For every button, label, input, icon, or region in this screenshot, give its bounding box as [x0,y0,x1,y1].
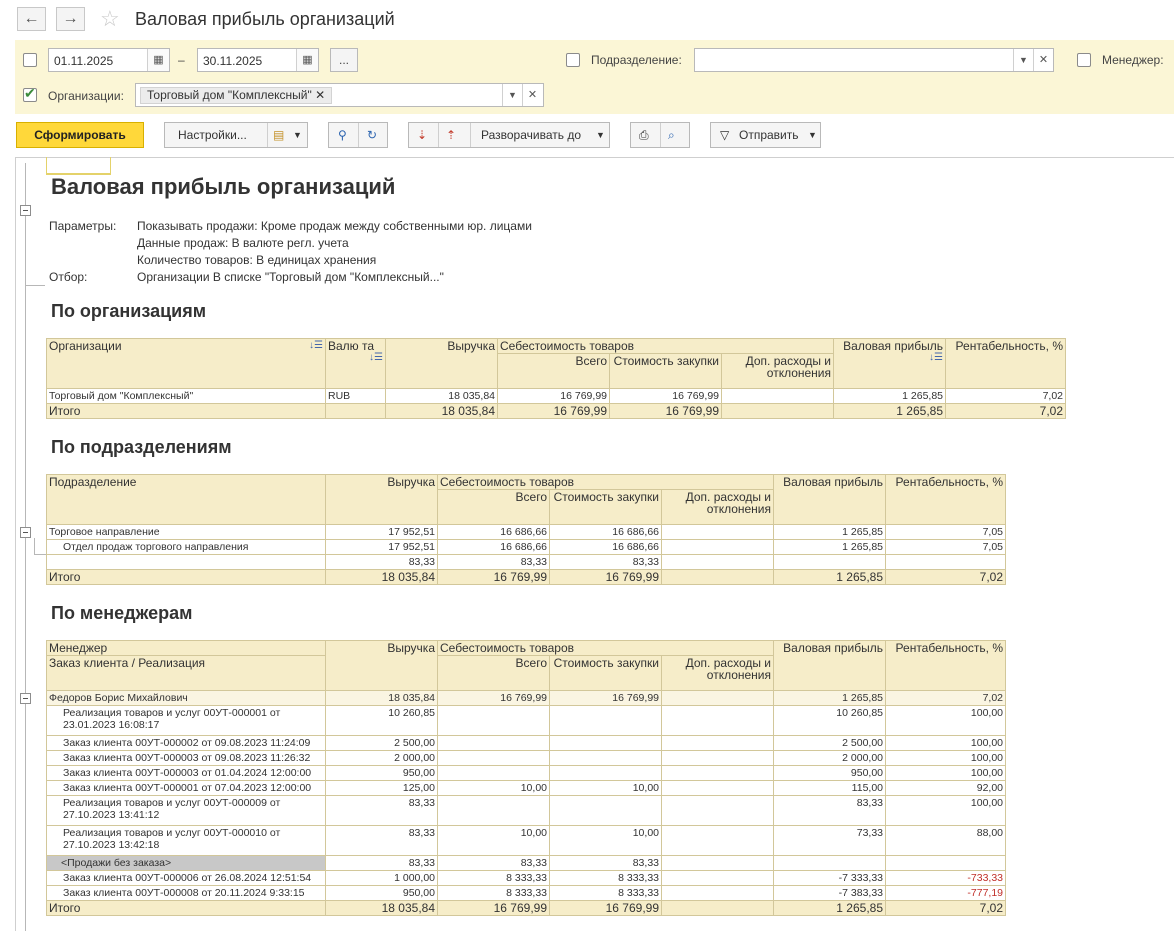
col-header-purchase: Стоимость закупки [550,656,662,691]
table-cell[interactable] [662,796,774,826]
table-cell[interactable] [662,766,774,781]
table-cell[interactable]: 1 000,00 [326,871,438,886]
table-cell[interactable] [550,796,662,826]
table-cell[interactable]: 1 265,85 [834,404,946,419]
table-cell[interactable]: 7,02 [946,404,1066,419]
table-cell[interactable]: 18 035,84 [386,389,498,404]
table-cell[interactable] [662,706,774,736]
table-cell[interactable]: 73,33 [774,826,886,856]
table-cell[interactable]: -733,33 [886,871,1006,886]
table-cell[interactable]: 100,00 [886,706,1006,736]
table-cell[interactable]: 7,05 [886,540,1006,555]
table-cell[interactable]: 16 686,66 [550,525,662,540]
col-header-organization[interactable]: Организации ↓☰ [47,339,326,389]
cell-cursor [46,157,111,175]
table-cell[interactable]: 16 769,99 [610,389,722,404]
table-cell[interactable]: 16 686,66 [550,540,662,555]
col-header-manager: Менеджер [47,641,326,656]
clear-icon[interactable]: ✕ [1033,49,1053,71]
table-cell[interactable]: 83,33 [326,856,438,871]
table-cell[interactable]: Реализация товаров и услуг 00УТ-000001 от 23.01.2023 16:08:17 [47,706,326,736]
table-cell[interactable]: 1 265,85 [774,540,886,555]
table-cell[interactable] [662,525,774,540]
table-row[interactable] [47,886,1006,901]
table-cell[interactable]: <Продажи без заказа> [47,856,326,871]
date-from-field[interactable]: 01.11.2025 ▦ [48,48,170,72]
print-preview-icon[interactable]: ⌕ [668,128,675,142]
table-cell[interactable] [662,570,774,585]
table-row[interactable] [47,856,1006,871]
expand-to-button[interactable]: Разворачивать до [481,128,582,142]
calendar-icon[interactable]: ▦ [147,49,169,71]
table-cell[interactable]: 18 035,84 [386,404,498,419]
sort-expand-icon[interactable]: ⇣ [417,128,428,142]
table-cell[interactable]: 8 333,33 [438,886,550,901]
col-header-profitability: Рентабельность, % [886,475,1006,525]
table-cell[interactable]: Торговый дом "Комплексный" [47,389,326,404]
table-cell[interactable]: 16 769,99 [438,570,550,585]
arrow-left-icon: ← [23,10,40,27]
table-cell[interactable]: 17 952,51 [326,540,438,555]
table-row[interactable] [47,555,1006,570]
manager-checkbox[interactable] [1077,53,1091,67]
table-cell[interactable] [774,856,886,871]
col-header-cost: Себестоимость товаров [498,339,834,354]
table-cell[interactable]: 17 952,51 [326,525,438,540]
table-cell[interactable]: 16 769,99 [550,691,662,706]
table-cell[interactable]: 100,00 [886,766,1006,781]
table-row[interactable] [47,540,1006,555]
filter-label: Отбор: [49,270,88,284]
manager-label: Менеджер: [1102,53,1164,67]
search-group [328,122,388,148]
table-cell[interactable]: Заказ клиента 00УТ-000003 от 09.08.2023 11:26:32 [47,751,326,766]
table-cell[interactable]: 8 333,33 [550,871,662,886]
totals-row [47,901,1006,916]
chevron-down-icon[interactable]: ▼ [502,84,522,106]
title-bar [0,0,1174,40]
table-cell[interactable]: Федоров Борис Михайлович [47,691,326,706]
table-cell[interactable]: Итого [47,901,326,916]
organizations-label: Организации: [48,89,124,103]
table-row[interactable] [47,796,1006,826]
table-cell[interactable] [550,766,662,781]
organizations-checkbox[interactable] [23,88,37,102]
col-header-profitability: Рентабельность, % [886,641,1006,691]
table-cell[interactable]: Реализация товаров и услуг 00УТ-000009 от 27.10.2023 13:41:12 [47,796,326,826]
table-cell[interactable] [550,736,662,751]
table-cell[interactable] [662,555,774,570]
table-cell[interactable]: Отдел продаж торгового направления [47,540,326,555]
table-cell[interactable]: 7,02 [886,691,1006,706]
table-cell[interactable]: 100,00 [886,736,1006,751]
period-select-button[interactable]: ... [330,48,358,72]
table-cell[interactable]: Заказ клиента 00УТ-000003 от 01.04.2024 12:00:00 [47,766,326,781]
table-cell[interactable]: 10,00 [550,826,662,856]
table-row[interactable] [47,766,1006,781]
table-cell[interactable]: Торговое направление [47,525,326,540]
table-cell[interactable]: 7,02 [886,570,1006,585]
table-cell[interactable]: 1 265,85 [774,691,886,706]
table-cell[interactable]: 1 265,85 [774,570,886,585]
col-header-revenue: Выручка [326,475,438,525]
table-cell[interactable] [662,736,774,751]
table-cell[interactable]: 16 686,66 [438,540,550,555]
col-header-gross: Валовая прибыль [774,475,886,525]
table-row[interactable] [47,706,1006,736]
back-button[interactable] [17,7,46,31]
managers-table [46,640,1006,916]
table-cell[interactable] [662,886,774,901]
table-cell[interactable]: 115,00 [774,781,886,796]
col-header-extra: Доп. расходы и отклонения [722,354,834,389]
col-header-cost: Себестоимость товаров [438,475,774,490]
subdivision-field[interactable] [694,48,1054,72]
send-button[interactable]: ▽ Отправить ▼ [710,122,821,148]
table-cell[interactable]: 7,05 [886,525,1006,540]
table-cell[interactable]: 16 686,66 [438,525,550,540]
table-cell[interactable] [662,691,774,706]
table-cell[interactable] [662,856,774,871]
organizations-field[interactable] [135,83,544,107]
sort-icon[interactable]: ↓☰ [309,340,323,351]
variant-icon[interactable]: ▤ [273,128,285,142]
table-cell[interactable]: 8 333,33 [438,871,550,886]
table-row[interactable] [47,525,1006,540]
table-cell[interactable] [438,796,550,826]
col-header-extra: Доп. расходы и отклонения [662,656,774,691]
col-header-purchase: Стоимость закупки [610,354,722,389]
table-cell[interactable]: 2 500,00 [326,736,438,751]
table-cell[interactable]: 100,00 [886,796,1006,826]
remove-tag-icon[interactable]: ✕ [315,88,326,102]
table-cell[interactable]: 2 500,00 [774,736,886,751]
table-cell[interactable]: 8 333,33 [550,886,662,901]
table-cell[interactable] [550,706,662,736]
table-cell[interactable] [662,826,774,856]
table-cell[interactable]: 10 260,85 [774,706,886,736]
chevron-down-icon: ▼ [808,130,817,140]
table-cell[interactable]: 125,00 [326,781,438,796]
table-cell[interactable] [662,901,774,916]
table-cell[interactable]: 18 035,84 [326,691,438,706]
collapse-icon[interactable] [20,205,31,216]
send-icon: ▽ [720,128,730,142]
settings-button[interactable]: Настройки... ▤ ▼ [164,122,308,148]
table-cell[interactable]: Заказ клиента 00УТ-000008 от 20.11.2024 9:33:15 [47,886,326,901]
table-cell[interactable]: 83,33 [550,555,662,570]
params-label: Параметры: [49,219,117,233]
totals-row [47,404,1066,419]
table-cell[interactable]: 16 769,99 [498,389,610,404]
param-line: Показывать продажи: Кроме продаж между собственными юр. лицами [137,219,532,233]
period-checkbox[interactable] [23,53,37,67]
table-cell[interactable]: Реализация товаров и услуг 00УТ-000010 от 27.10.2023 13:42:18 [47,826,326,856]
table-cell[interactable]: 16 769,99 [498,404,610,419]
col-header-total: Всего [438,490,550,525]
table-cell[interactable]: 83,33 [438,856,550,871]
table-cell[interactable]: -777,19 [886,886,1006,901]
table-cell[interactable]: 16 769,99 [438,901,550,916]
forward-button[interactable] [56,7,85,31]
table-cell[interactable] [662,871,774,886]
table-row[interactable] [47,781,1006,796]
calendar-icon[interactable]: ▦ [296,49,318,71]
arrow-right-icon: → [62,10,79,27]
organization-tag: Торговый дом "Комплексный" ✕ [140,87,332,104]
print-group [630,122,690,148]
table-row[interactable] [47,751,1006,766]
table-cell[interactable]: 16 769,99 [438,691,550,706]
table-cell[interactable] [438,766,550,781]
table-cell[interactable]: Заказ клиента 00УТ-000002 от 09.08.2023 11:24:09 [47,736,326,751]
table-cell[interactable] [662,781,774,796]
col-header-purchase: Стоимость закупки [550,490,662,525]
table-cell[interactable]: 7,02 [886,901,1006,916]
sort-icon[interactable]: ↓☰ [369,352,383,363]
date-to-field[interactable]: 30.11.2025 ▦ [197,48,319,72]
print-icon[interactable]: ⎙ [639,128,649,142]
sort-collapse-icon[interactable]: ⇡ [446,128,457,142]
col-header-gross: Валовая прибыль [774,641,886,691]
table-cell[interactable]: 16 769,99 [610,404,722,419]
table-cell[interactable]: 83,33 [326,796,438,826]
table-cell[interactable] [722,389,834,404]
table-cell[interactable]: 10,00 [550,781,662,796]
table-cell[interactable] [722,404,834,419]
table-cell[interactable]: 92,00 [886,781,1006,796]
generate-button[interactable]: Сформировать [16,122,144,148]
search-icon[interactable]: ⚲ [338,128,347,142]
col-header-revenue: Выручка [326,641,438,691]
table-cell[interactable] [326,404,386,419]
chevron-down-icon[interactable]: ▼ [596,130,605,140]
table-cell[interactable]: 950,00 [774,766,886,781]
table-cell[interactable]: 83,33 [438,555,550,570]
totals-row [47,570,1006,585]
table-cell[interactable] [886,856,1006,871]
table-cell[interactable] [886,555,1006,570]
sort-icon[interactable]: ↓☰ [929,352,944,363]
table-cell[interactable]: Заказ клиента 00УТ-000001 от 07.04.2023 12:00:00 [47,781,326,796]
table-cell[interactable]: 10,00 [438,781,550,796]
table-cell[interactable]: 100,00 [886,751,1006,766]
table-cell[interactable]: -7 383,33 [774,886,886,901]
section-title-departments: По подразделениям [51,437,232,457]
col-header-gross: Валовая прибыль ↓☰ [834,339,946,389]
table-cell[interactable]: 7,02 [946,389,1066,404]
table-cell[interactable]: 83,33 [326,555,438,570]
table-cell[interactable]: 16 769,99 [550,901,662,916]
subdivision-checkbox[interactable] [566,53,580,67]
col-header-profitability: Рентабельность, % [946,339,1066,389]
table-cell[interactable] [774,555,886,570]
date-separator: – [178,53,185,67]
group-line [25,163,26,931]
report-title: Валовая прибыль организаций [51,174,396,199]
table-row[interactable] [47,826,1006,856]
table-cell[interactable]: Итого [47,404,326,419]
table-cell[interactable] [438,706,550,736]
collapse-icon[interactable] [20,693,31,704]
table-cell[interactable]: Заказ клиента 00УТ-000006 от 26.08.2024 12:51:54 [47,871,326,886]
window-title: Валовая прибыль организаций [135,9,395,29]
table-cell[interactable]: 18 035,84 [326,901,438,916]
table-cell[interactable]: 950,00 [326,886,438,901]
chevron-down-icon[interactable]: ▼ [1013,49,1033,71]
param-line: Количество товаров: В единицах хранения [137,253,377,267]
table-cell[interactable] [662,540,774,555]
table-cell[interactable]: 83,33 [550,856,662,871]
table-cell[interactable]: -7 333,33 [774,871,886,886]
col-header-currency[interactable]: Валю та ↓☰ [326,339,386,389]
section-title-managers: По менеджерам [51,603,193,623]
col-header-department: Подразделение [47,475,326,525]
col-header-total: Всего [498,354,610,389]
collapse-icon[interactable] [20,527,31,538]
favorite-star-icon[interactable]: ☆ [100,6,120,31]
table-row[interactable] [47,736,1006,751]
table-cell[interactable]: 1 265,85 [774,901,886,916]
table-cell[interactable] [438,751,550,766]
table-cell[interactable]: 1 265,85 [834,389,946,404]
table-cell[interactable]: Итого [47,570,326,585]
table-cell[interactable]: 10,00 [438,826,550,856]
organizations-table [46,338,1066,419]
table-cell[interactable]: RUB [326,389,386,404]
search-refresh-icon[interactable]: ↻ [367,128,378,142]
table-cell[interactable]: 2 000,00 [326,751,438,766]
table-cell[interactable]: 16 769,99 [550,570,662,585]
table-cell[interactable]: 18 035,84 [326,570,438,585]
manager-group-row[interactable] [47,691,1006,706]
param-line: Данные продаж: В валюте регл. учета [137,236,349,250]
table-cell[interactable] [438,736,550,751]
col-header-document: Заказ клиента / Реализация [47,656,326,691]
col-header-extra: Доп. расходы и отклонения [662,490,774,525]
col-header-revenue: Выручка [386,339,498,389]
table-cell[interactable]: 88,00 [886,826,1006,856]
table-cell[interactable] [662,751,774,766]
table-cell[interactable] [550,751,662,766]
table-cell[interactable]: 83,33 [326,826,438,856]
table-cell[interactable]: 10 260,85 [326,706,438,736]
table-cell[interactable]: 950,00 [326,766,438,781]
table-row[interactable] [47,871,1006,886]
subdivision-label: Подразделение: [591,53,682,67]
col-header-cost: Себестоимость товаров [438,641,774,656]
section-title-organizations: По организациям [51,301,207,321]
clear-icon[interactable]: ✕ [522,84,542,106]
table-cell[interactable]: 2 000,00 [774,751,886,766]
col-header-total: Всего [438,656,550,691]
chevron-down-icon[interactable]: ▼ [293,130,302,140]
table-cell[interactable]: 83,33 [774,796,886,826]
table-cell[interactable] [47,555,326,570]
table-cell[interactable]: 1 265,85 [774,525,886,540]
expand-group [408,122,610,148]
table-row[interactable] [47,389,1066,404]
filter-value: Организации В списке "Торговый дом "Комплексный..." [137,270,444,284]
departments-table [46,474,1006,585]
